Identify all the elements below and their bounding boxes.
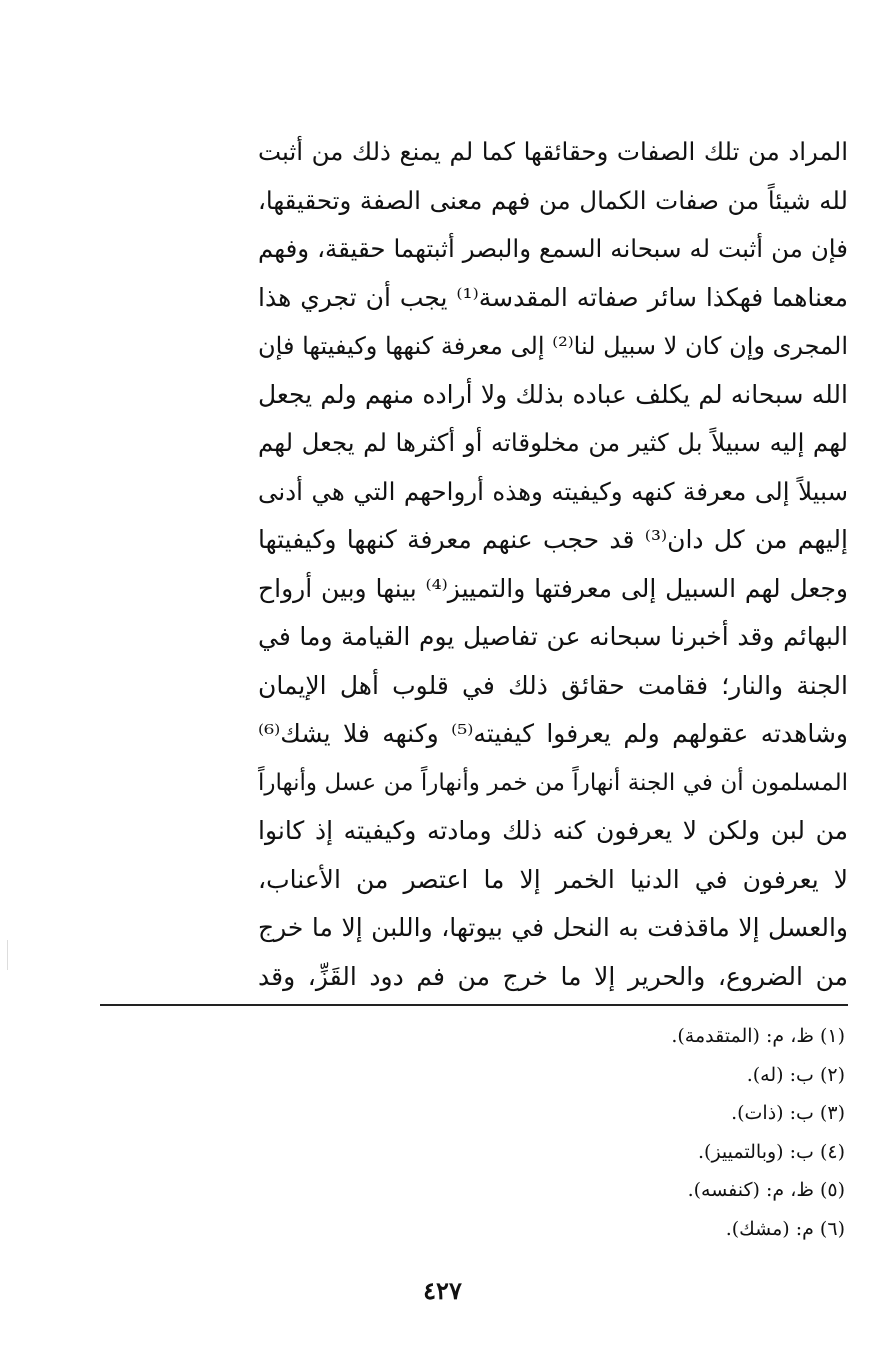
footnote: (٣) ب: (ذات). — [731, 1102, 845, 1124]
text-line: معناهما فهكذا سائر صفاته المقدسة⁽¹⁾ يجب أن تجري هذا — [258, 282, 848, 312]
text-line: والعسل إلا ماقذفت به النحل في بيوتها، واللبن إلا ما خرج — [258, 913, 848, 942]
text-line: سبيلاً إلى معرفة كنهه وكيفيته وهذه أرواحهم التي هي أدنى — [258, 476, 848, 506]
text-line: المراد من تلك الصفات وحقائقها كما لم يمنع ذلك من أثبت — [258, 137, 848, 166]
footnote-separator — [100, 1004, 848, 1006]
page-number: ٤٢٧ — [423, 1276, 462, 1305]
main-text — [258, 128, 848, 1001]
footnotes — [145, 1017, 845, 1248]
text-line: من لبن ولكن لا يعرفون كنه ذلك ومادته وكيفيته إذ كانوا — [258, 816, 848, 845]
text-line: لهم إليه سبيلاً بل كثير من مخلوقاته أو أكثرها لم يجعل لهم — [258, 428, 848, 457]
text-line: الله سبحانه لم يكلف عباده بذلك ولا أراده منهم ولم يجعل — [258, 379, 848, 409]
text-line: الجنة والنار؛ فقامت حقائق ذلك في قلوب أهل الإيمان — [258, 670, 848, 700]
footnote: (٥) ظ، م: (كنفسه). — [687, 1179, 845, 1201]
text-line: لله شيئاً من صفات الكمال من فهم معنى الصفة وتحقيقها، — [258, 185, 848, 215]
text-line: وجعل لهم السبيل إلى معرفتها والتمييز⁽⁴⁾ بينها وبين أرواح — [258, 573, 848, 603]
text-line: لا يعرفون في الدنيا الخمر إلا ما اعتصر من الأعناب، — [258, 864, 848, 894]
text-line: من الضروع، والحرير إلا ما خرج من فم دود القَزِّ، وقد — [258, 961, 848, 991]
text-line: المجرى وإن كان لا سبيل لنا⁽²⁾ إلى معرفة كنهها وكيفيتها فإن — [258, 332, 849, 360]
footnote: (٤) ب: (وبالتمييز). — [698, 1140, 845, 1163]
text-line: المسلمون أن في الجنة أنهاراً من خمر وأنهاراً من عسل وأنهاراً — [258, 769, 848, 796]
scan-edge-mark — [7, 940, 8, 970]
text-line: وشاهدته عقولهم ولم يعرفوا كيفيته⁽⁵⁾ وكنهه فلا يشك⁽⁶⁾ — [258, 719, 849, 748]
footnote: (٢) ب: (له). — [746, 1063, 845, 1086]
text-line: إليهم من كل دان⁽³⁾ قد حجب عنهم معرفة كنهها وكيفيتها — [258, 525, 848, 554]
footnote: (٦) م: (مشك). — [725, 1217, 845, 1240]
text-line: البهائم وقد أخبرنا سبحانه عن تفاصيل يوم القيامة وما في — [258, 622, 848, 651]
footnote: (١) ظ، م: (المتقدمة). — [671, 1025, 845, 1047]
text-line: فإن من أثبت له سبحانه السمع والبصر أثبتهما حقيقة، وفهم — [258, 234, 848, 263]
